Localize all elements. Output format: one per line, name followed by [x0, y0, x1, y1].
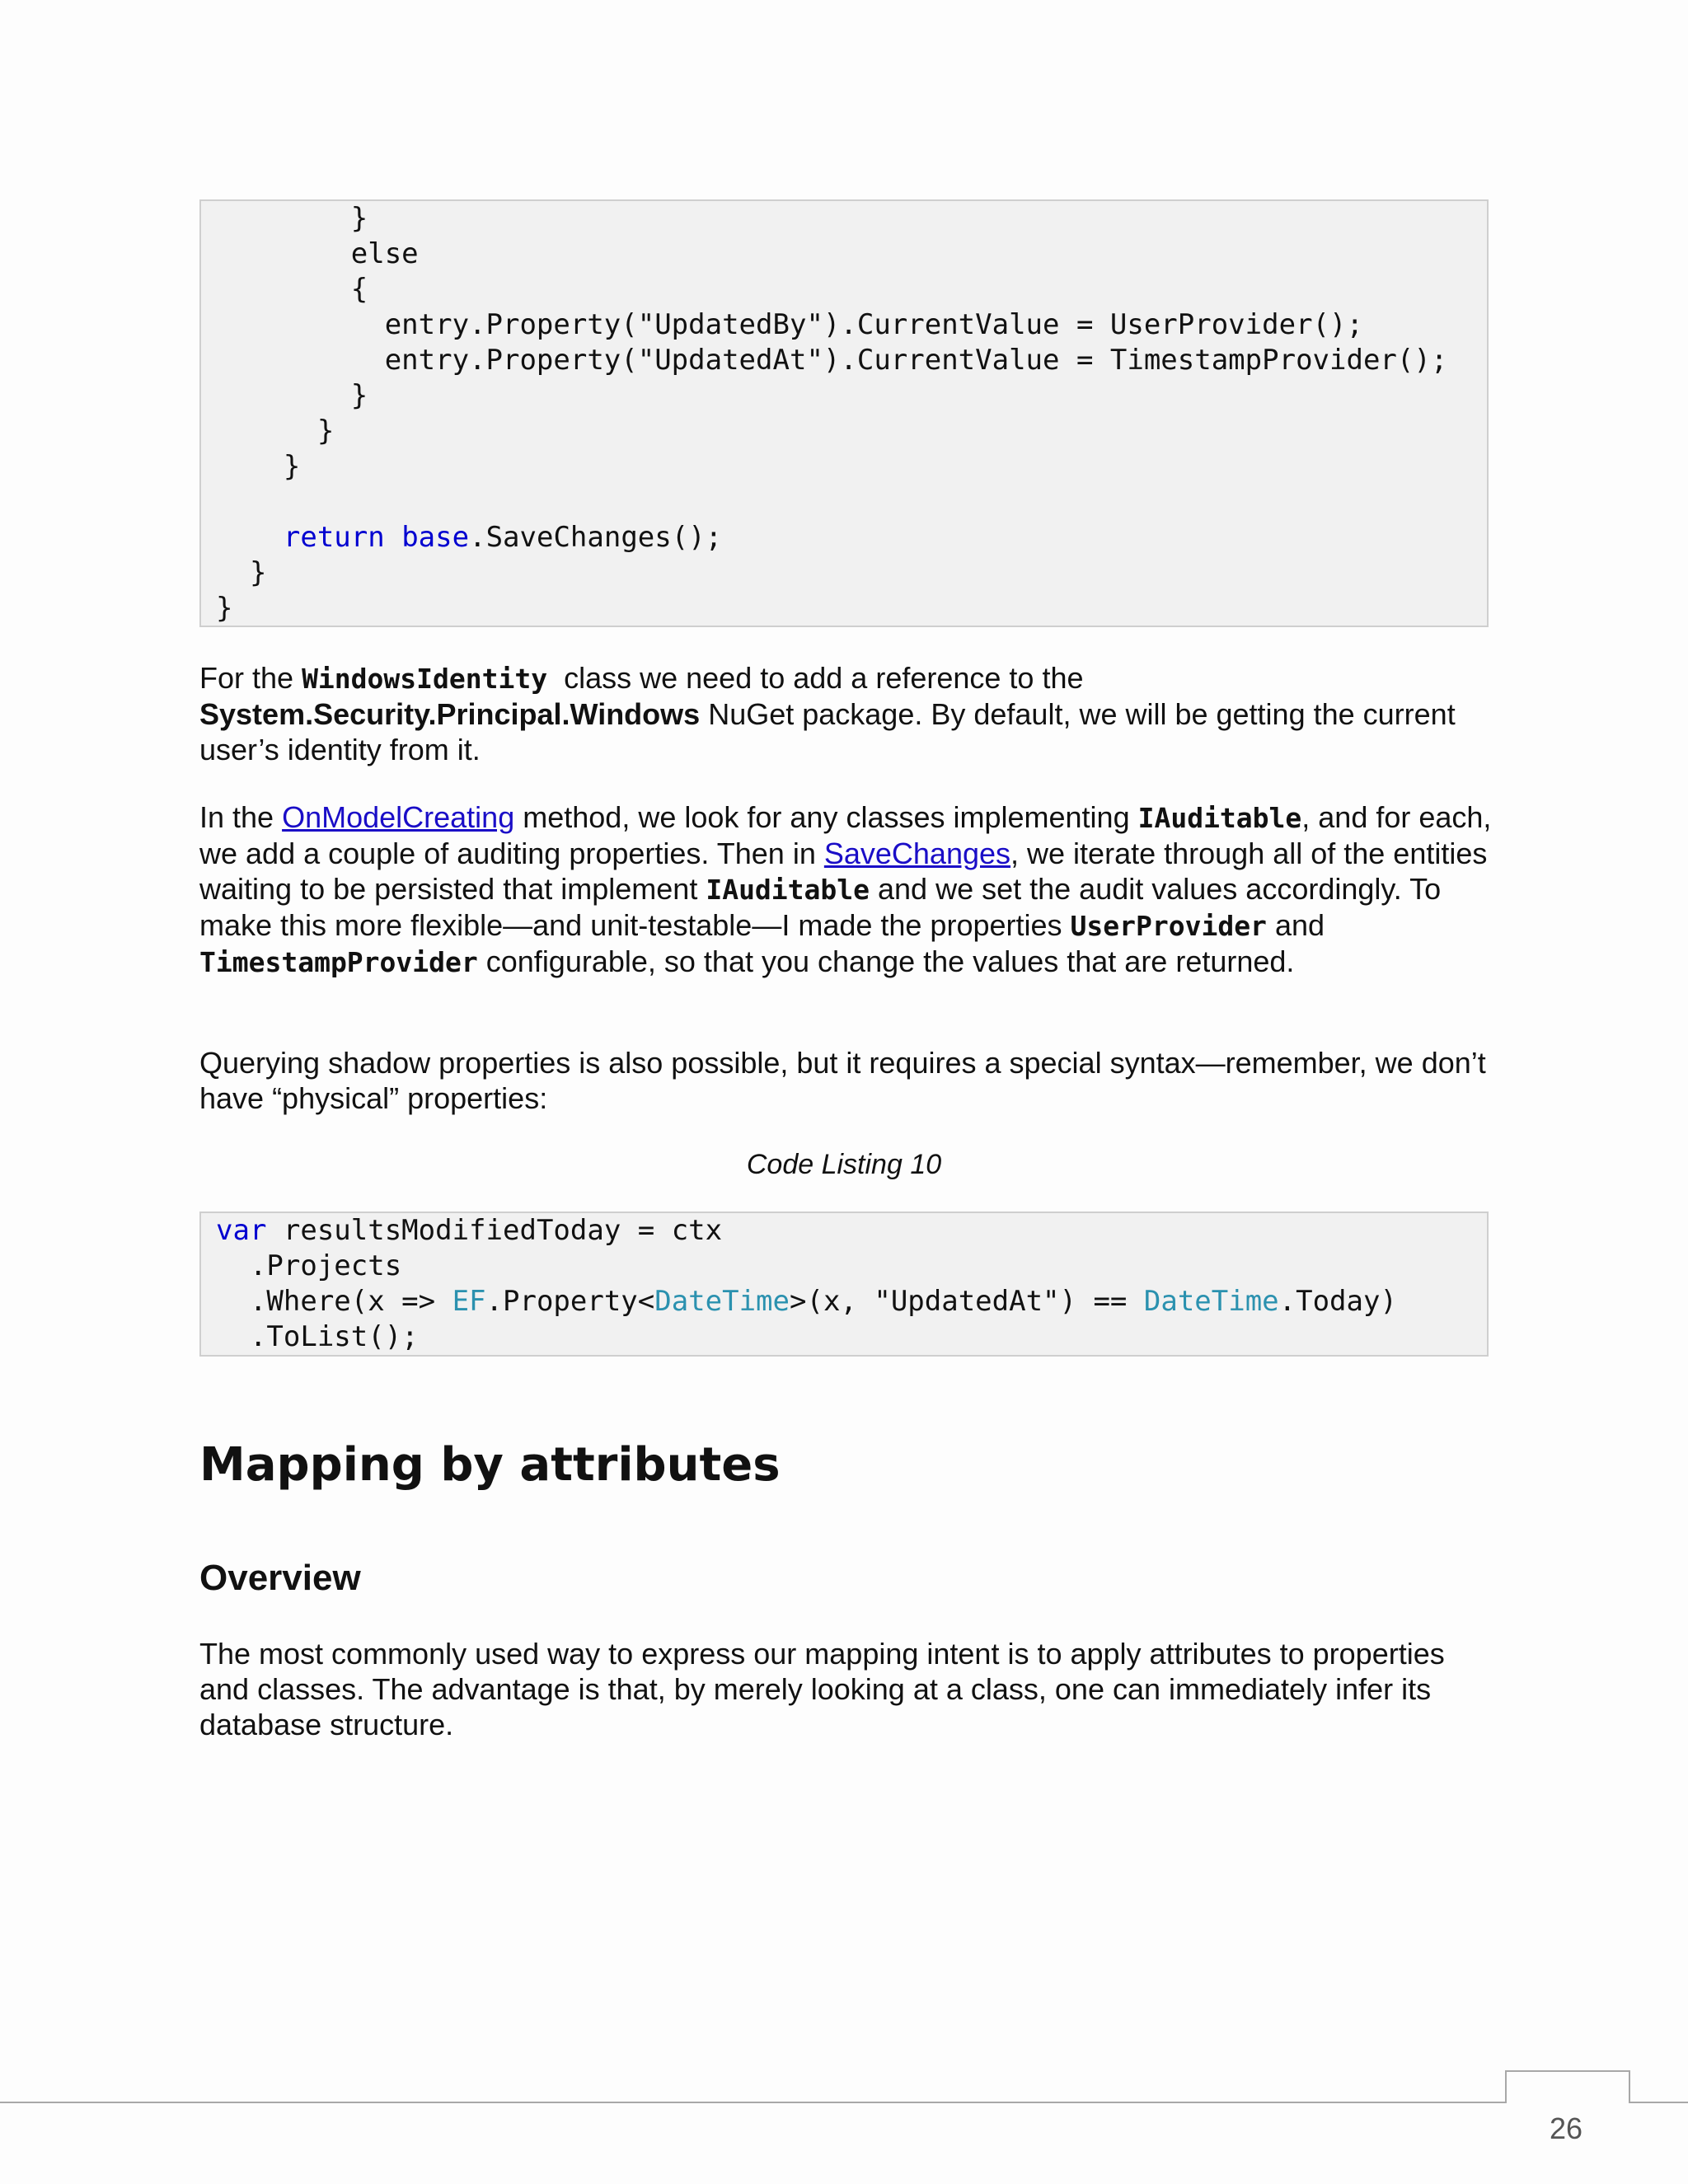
text: and [1266, 908, 1325, 942]
code-type: DateTime [654, 1285, 790, 1318]
code-text: } [216, 379, 368, 412]
footer-rule [1629, 2102, 1688, 2103]
code-line [216, 237, 1472, 272]
code-text: .Projects [216, 1249, 402, 1282]
text: method, we look for any classes implementing [514, 800, 1138, 834]
code-line [216, 1213, 1472, 1249]
code-line [216, 591, 1472, 626]
code-listing-caption: Code Listing 10 [746, 1149, 942, 1180]
inline-code: WindowsIdentity [302, 663, 548, 695]
code-text [216, 521, 284, 554]
code-block [199, 1212, 1489, 1357]
page-number: 26 [1550, 2111, 1583, 2145]
code-text [385, 521, 401, 554]
code-line [216, 343, 1472, 378]
code-keyword: var [216, 1214, 267, 1247]
section-heading: Mapping by attributes [199, 1438, 781, 1492]
footer-rule [0, 2102, 1505, 2103]
code-line [216, 307, 1472, 343]
code-text: .Today) [1278, 1285, 1397, 1318]
code-text: } [216, 556, 267, 589]
code-line [216, 378, 1472, 414]
text: , we iterate through all of the entities waiting to be persisted that implement [199, 837, 1488, 906]
code-line [216, 201, 1472, 237]
code-text: else [216, 237, 419, 270]
code-text: .Where(x => [216, 1285, 452, 1318]
code-text: .SaveChanges(); [469, 521, 723, 554]
code-line [216, 1284, 1472, 1319]
code-text: entry.Property("UpdatedBy").CurrentValue = UserProvider(); [216, 308, 1363, 341]
code-block [199, 199, 1489, 627]
text: NuGet package. By default, we will be getting the current user’s identity from it. [199, 697, 1456, 766]
code-keyword: base [401, 521, 470, 554]
bold-text: System.Security.Principal.Windows [199, 697, 701, 731]
code-keyword: return [283, 521, 385, 554]
inline-code: IAuditable [1137, 802, 1302, 834]
subsection-heading: Overview [199, 1558, 361, 1598]
paragraph-overview: The most commonly used way to express our mapping intent is to apply attributes to properties and classes. The advantage is that, by merely looking at a class, one can immediately infer its database structure. [199, 1637, 1445, 1741]
code-text: entry.Property("UpdatedAt").CurrentValue = TimestampProvider(); [216, 344, 1448, 377]
code-line [216, 1249, 1472, 1284]
footer-tab [1505, 2070, 1630, 2103]
paragraph-windows-identity [199, 660, 1493, 767]
code-text: } [216, 415, 335, 448]
code-text: } [216, 592, 233, 625]
inline-code: TimestampProvider [199, 946, 478, 978]
link-onmodelcreating[interactable]: OnModelCreating [282, 800, 515, 834]
text: In the [199, 800, 283, 834]
code-line [216, 449, 1472, 485]
text: For the [199, 661, 302, 695]
code-line [216, 414, 1472, 449]
code-line [216, 485, 1472, 520]
text: class we need to add a reference to the [547, 661, 1084, 695]
inline-code: UserProvider [1070, 910, 1267, 942]
paragraph-auditing [199, 799, 1493, 980]
code-text: .ToList(); [216, 1320, 419, 1353]
code-text: } [216, 450, 301, 483]
inline-code: IAuditable [706, 874, 870, 906]
code-text: .Property< [485, 1285, 655, 1318]
code-line [216, 555, 1472, 591]
code-line [216, 272, 1472, 307]
code-type: DateTime [1143, 1285, 1279, 1318]
text: and we set the audit values accordingly. To make this more flexible—and unit-testable—I made the properties [199, 872, 1442, 942]
code-line [216, 1319, 1472, 1355]
code-type: EF [452, 1285, 486, 1318]
code-text: { [216, 273, 368, 306]
code-text: >(x, "UpdatedAt") == [790, 1285, 1144, 1318]
text: , and for each, we add a couple of auditing properties. Then in [199, 800, 1492, 870]
code-line [216, 520, 1472, 555]
text: configurable, so that you change the values that are returned. [477, 944, 1295, 978]
paragraph-shadow-properties: Querying shadow properties is also possible, but it requires a special syntax—remember, we don’t have “physical” properties: [199, 1046, 1486, 1115]
link-savechanges[interactable]: SaveChanges [823, 837, 1011, 870]
code-text: resultsModifiedToday = ctx [266, 1214, 723, 1247]
code-text: } [216, 202, 368, 235]
